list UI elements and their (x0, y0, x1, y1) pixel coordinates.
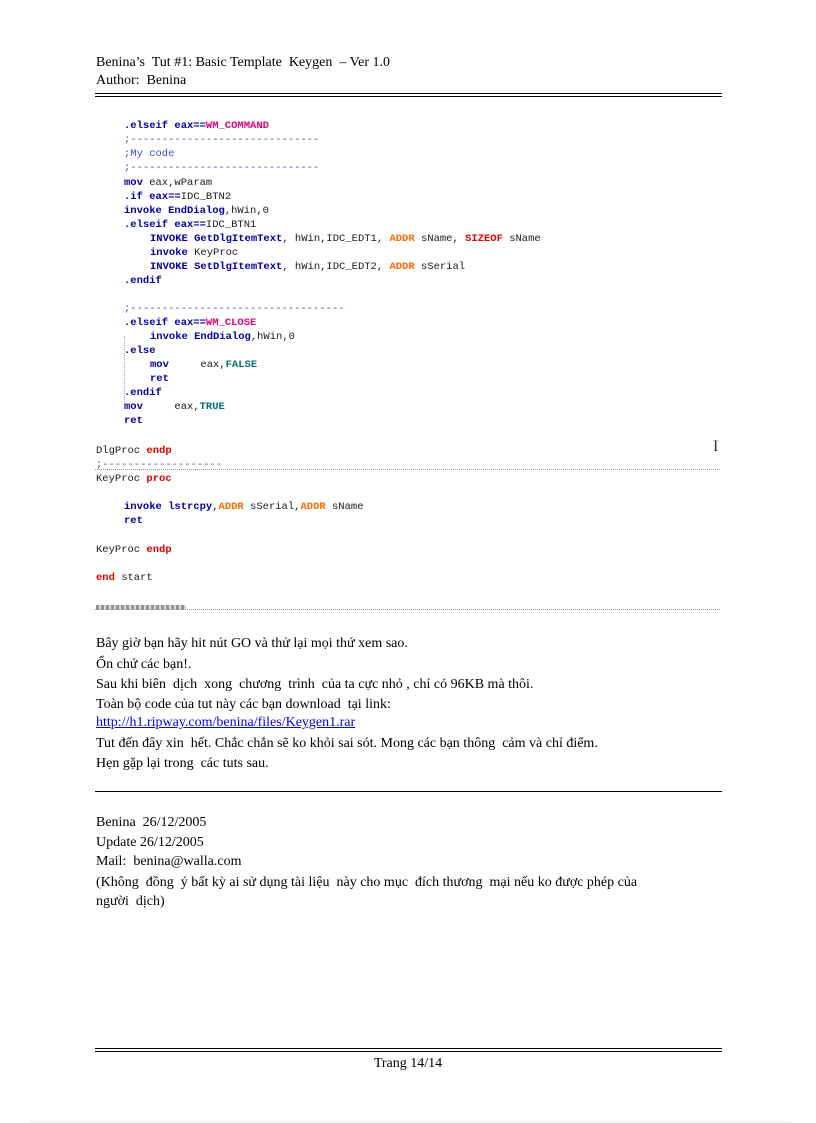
code-line: ret (124, 515, 143, 527)
body-paragraph: Bây giờ bạn hãy hit nút GO và thử lại mọi thứ xem sao. (96, 636, 408, 651)
code-line: end start (96, 572, 153, 584)
page-bottom-border (30, 1121, 790, 1122)
code-line: .if eax==IDC_BTN2 (124, 191, 232, 203)
body-paragraph: Sau khi biên dịch xong chương trình của ta cực nhỏ , chỉ có 96KB mà thôi. (96, 677, 534, 692)
code-line: KeyProc proc (96, 473, 172, 485)
code-separator (95, 469, 720, 470)
text-cursor-icon: I (713, 438, 719, 455)
code-line: ret (150, 373, 169, 385)
code-line: .elseif eax==WM_COMMAND (124, 120, 269, 132)
code-line: .elseif eax==WM_CLOSE (124, 317, 257, 329)
document-author: Author: Benina (96, 73, 187, 88)
code-comment: ;------------------------------ (124, 162, 320, 174)
code-line: mov eax,TRUE (124, 401, 225, 413)
code-line: mov eax,FALSE (150, 359, 258, 371)
code-line: INVOKE GetDlgItemText, hWin,IDC_EDT1, ADDR sName, SIZEOF sName (150, 233, 541, 245)
code-line: .elseif eax==IDC_BTN1 (124, 219, 257, 231)
body-paragraph: Toàn bộ code của tut này các bạn download tại link: (96, 697, 391, 712)
signature-line: Update 26/12/2005 (96, 835, 204, 850)
document-title: Benina’s Tut #1: Basic Template Keygen – Ver 1.0 (96, 55, 391, 70)
code-line: invoke lstrcpy,ADDR sSerial,ADDR sName (124, 501, 364, 513)
code-line: .endif (124, 387, 162, 399)
download-link[interactable]: http://h1.ripway.com/benina/files/Keygen1.rar (96, 715, 356, 730)
signature-email: Mail: benina@walla.com (96, 854, 242, 869)
body-paragraph: Hẹn gặp lại trong các tuts sau. (96, 756, 269, 771)
code-comment: ;------------------- (96, 459, 223, 471)
code-line: invoke EndDialog,hWin,0 (150, 331, 295, 343)
signature-line: Benina 26/12/2005 (96, 815, 207, 830)
code-line: invoke EndDialog,hWin,0 (124, 205, 269, 217)
header-rule (95, 93, 722, 97)
code-line: DlgProc endp (96, 445, 172, 457)
signature-note: người dịch) (96, 894, 165, 909)
code-line: .else (124, 345, 156, 357)
code-line: .endif (124, 275, 162, 287)
footer-rule (95, 1048, 722, 1052)
code-bottom-border (95, 609, 720, 610)
code-line: invoke KeyProc (150, 247, 239, 259)
code-comment: ;------------------------------ (124, 134, 320, 146)
code-line: mov eax,wParam (124, 177, 213, 189)
section-divider (95, 791, 722, 792)
body-paragraph: Tut đến đây xin hết. Chắc chắn sẽ ko khỏi sai sót. Mong các bạn thông cảm và chỉ điểm. (96, 736, 598, 751)
signature-note: (Không đồng ý bất kỳ ai sử dụng tài liệu này cho mục đích thương mại nếu ko được phép của (96, 875, 638, 890)
code-line: KeyProc endp (96, 544, 172, 556)
code-comment: ;My code (124, 148, 175, 160)
code-line: INVOKE SetDlgItemText, hWin,IDC_EDT2, ADDR sSerial (150, 261, 466, 273)
body-paragraph: Ổn chứ các bạn!. (96, 657, 192, 672)
code-line: ret (124, 415, 143, 427)
code-comment: ;---------------------------------- (124, 303, 345, 315)
page-number: Trang 14/14 (373, 1056, 443, 1071)
